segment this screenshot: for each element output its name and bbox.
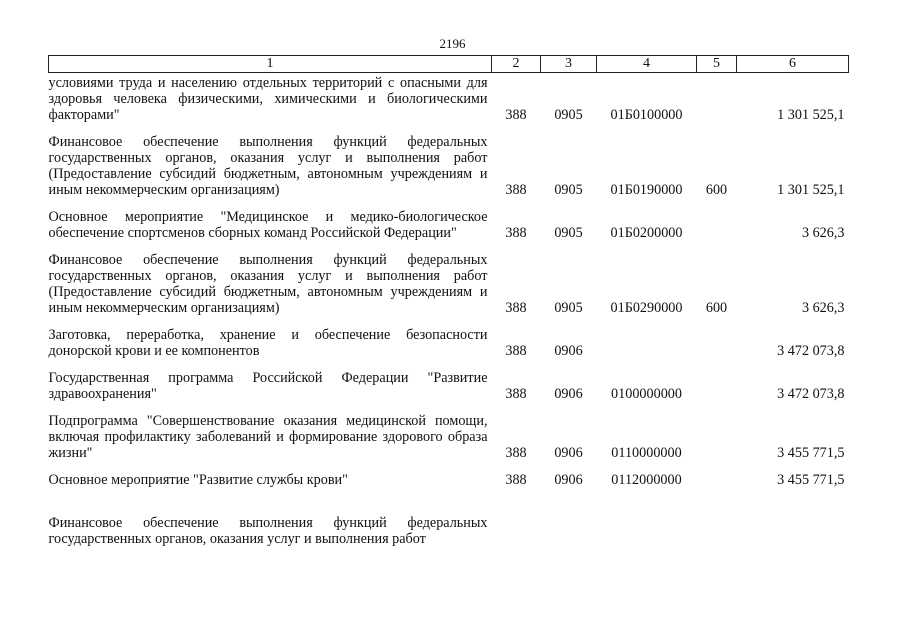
- row-amount: 1 301 525,1: [777, 107, 845, 123]
- page-number: 2196: [439, 36, 466, 51]
- row-section-code: 0906: [554, 445, 583, 461]
- row-ministry-code: 388: [505, 343, 527, 359]
- row-description: условиями труда и населению отдельных территорий с опасными для здоровья человека физическими, химическими и биологическими факторами": [48, 75, 488, 123]
- row-amount: 3 472 073,8: [777, 386, 845, 402]
- row-expense-type: [697, 73, 737, 128]
- column-header-3: 3: [541, 56, 597, 73]
- row-section-code: 0906: [554, 386, 583, 402]
- row-section-code: 0905: [554, 182, 583, 198]
- row-amount: 3 472 073,8: [777, 343, 845, 359]
- table-row: [49, 245, 849, 320]
- row-expense-type: [697, 492, 737, 551]
- row-description: Подпрограмма "Совершенствование оказания медицинской помощи, включая профилактику заболеваний и формирование здорового образа жизни": [48, 413, 488, 461]
- column-header-6: 6: [737, 56, 849, 73]
- column-header-2: 2: [492, 56, 541, 73]
- row-expense-type: 600: [705, 300, 728, 316]
- row-target-code: 0100000000: [611, 386, 682, 402]
- row-expense-type: [697, 320, 737, 363]
- row-description: Основное мероприятие "Развитие службы крови": [48, 472, 348, 488]
- row-description: Финансовое обеспечение выполнения функций федеральных государственных органов, оказания услуг и выполнения работ: [48, 515, 488, 547]
- row-target-code: 01Б0190000: [610, 182, 683, 198]
- row-target-code: 0112000000: [611, 472, 682, 488]
- row-target-code: 01Б0200000: [610, 225, 683, 241]
- row-expense-type: [697, 202, 737, 245]
- table-row: [49, 363, 849, 406]
- table-row: [49, 73, 849, 128]
- row-amount: 1 301 525,1: [777, 182, 845, 198]
- row-target-code: 01Б0100000: [610, 107, 683, 123]
- row-target-code: [597, 492, 697, 551]
- row-ministry-code: 388: [505, 386, 527, 402]
- row-section-code: 0906: [554, 343, 583, 359]
- row-ministry-code: 388: [505, 225, 527, 241]
- row-ministry-code: 388: [505, 445, 527, 461]
- row-expense-type: [697, 363, 737, 406]
- row-section-code: 0905: [554, 300, 583, 316]
- table-row: [49, 320, 849, 363]
- row-description: Государственная программа Российской Федерации "Развитие здравоохранения": [48, 370, 488, 402]
- row-amount: [737, 492, 849, 551]
- column-header-4: 4: [597, 56, 697, 73]
- row-description: Заготовка, переработка, хранение и обеспечение безопасности донорской крови и ее компонентов: [48, 327, 488, 359]
- table-row: [49, 202, 849, 245]
- row-expense-type: [697, 406, 737, 465]
- row-target-code: 0110000000: [611, 445, 682, 461]
- table-header: [49, 56, 849, 73]
- row-amount: 3 626,3: [801, 225, 845, 241]
- row-amount: 3 626,3: [801, 300, 845, 316]
- row-section-code: 0905: [554, 225, 583, 241]
- row-amount: 3 455 771,5: [777, 445, 845, 461]
- row-ministry-code: [492, 492, 541, 551]
- row-description: Основное мероприятие "Медицинское и медико-биологическое обеспечение спортсменов сборных команд Российской Федерации": [48, 209, 488, 241]
- row-ministry-code: 388: [505, 182, 527, 198]
- row-target-code: 01Б0290000: [610, 300, 683, 316]
- row-expense-type: 600: [705, 182, 728, 198]
- row-ministry-code: 388: [505, 472, 527, 488]
- budget-table: [48, 55, 849, 551]
- row-description: Финансовое обеспечение выполнения функций федеральных государственных органов, оказания услуг и выполнения работ (Предоставление субсидий бюджетным, автономным учреждениям и иным некоммерческим организациям): [48, 134, 488, 198]
- row-ministry-code: 388: [505, 107, 527, 123]
- row-section-code: 0906: [554, 472, 583, 488]
- row-target-code: [597, 320, 697, 363]
- row-section-code: 0905: [554, 107, 583, 123]
- table-row: [49, 406, 849, 465]
- column-header-5: 5: [697, 56, 737, 73]
- table-row: [49, 127, 849, 202]
- row-expense-type: [697, 465, 737, 492]
- column-header-1: 1: [49, 56, 492, 73]
- row-description: Финансовое обеспечение выполнения функций федеральных государственных органов, оказания услуг и выполнения работ (Предоставление субсидий бюджетным, автономным учреждениям и иным некоммерческим организациям): [48, 252, 488, 316]
- table-row: [49, 465, 849, 492]
- row-section-code: [541, 492, 597, 551]
- row-amount: 3 455 771,5: [777, 472, 845, 488]
- row-ministry-code: 388: [505, 300, 527, 316]
- table-row: [49, 492, 849, 551]
